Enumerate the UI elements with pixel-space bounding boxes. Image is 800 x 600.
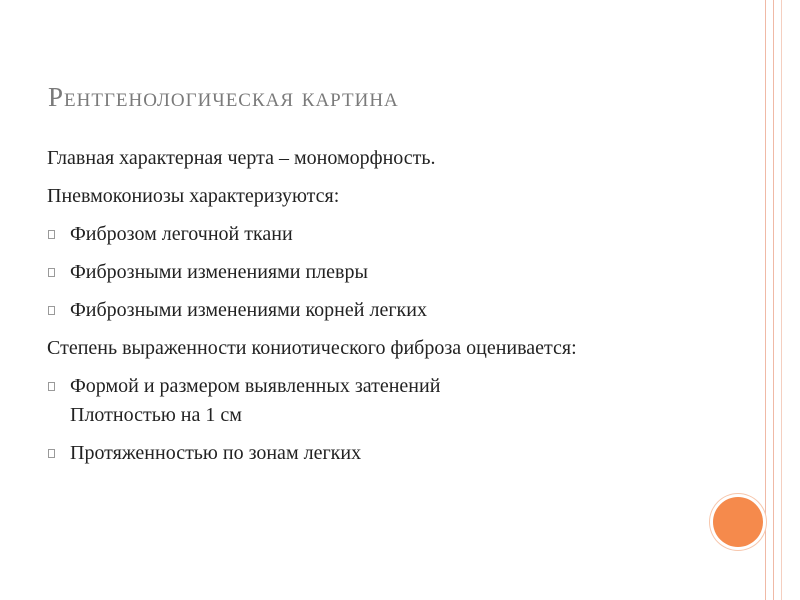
list-item-bullet [47,372,737,430]
list-item-bullet [47,296,737,325]
item-text: Фиброзом легочной ткани [70,223,293,245]
square-bullet-icon [48,306,55,315]
item-text: Фиброзными изменениями корней легких [70,299,427,321]
item-text-continued: Плотностью на 1 см [70,404,242,426]
item-text: Главная характерная черта – мономорфность. [47,147,436,169]
item-text: Фиброзными изменениями плевры [70,261,368,283]
list-item-main-feature [47,144,737,173]
square-bullet-icon [48,230,55,239]
accent-circle-decoration [713,497,763,547]
frame-line-right [781,0,782,600]
list-item-degree [47,334,737,363]
item-text: Степень выраженности кониотического фиброза оценивается: [47,337,577,359]
square-bullet-icon [48,449,55,458]
list-item-characterized [47,182,737,211]
item-text: Протяженностью по зонам легких [70,442,362,464]
frame-line-inner [773,0,774,600]
item-text: Пневмокониозы характеризуются: [47,185,340,207]
list-item-bullet [47,258,737,287]
frame-line-outer [765,0,766,600]
slide-title: Рентгенологическая картина [48,82,399,112]
list-item-bullet [47,439,737,468]
item-text: Формой и размером выявленных затенений [70,375,441,397]
square-bullet-icon [48,268,55,277]
square-bullet-icon [48,382,55,391]
list-item-bullet [47,220,737,249]
slide-content-list [47,144,737,477]
